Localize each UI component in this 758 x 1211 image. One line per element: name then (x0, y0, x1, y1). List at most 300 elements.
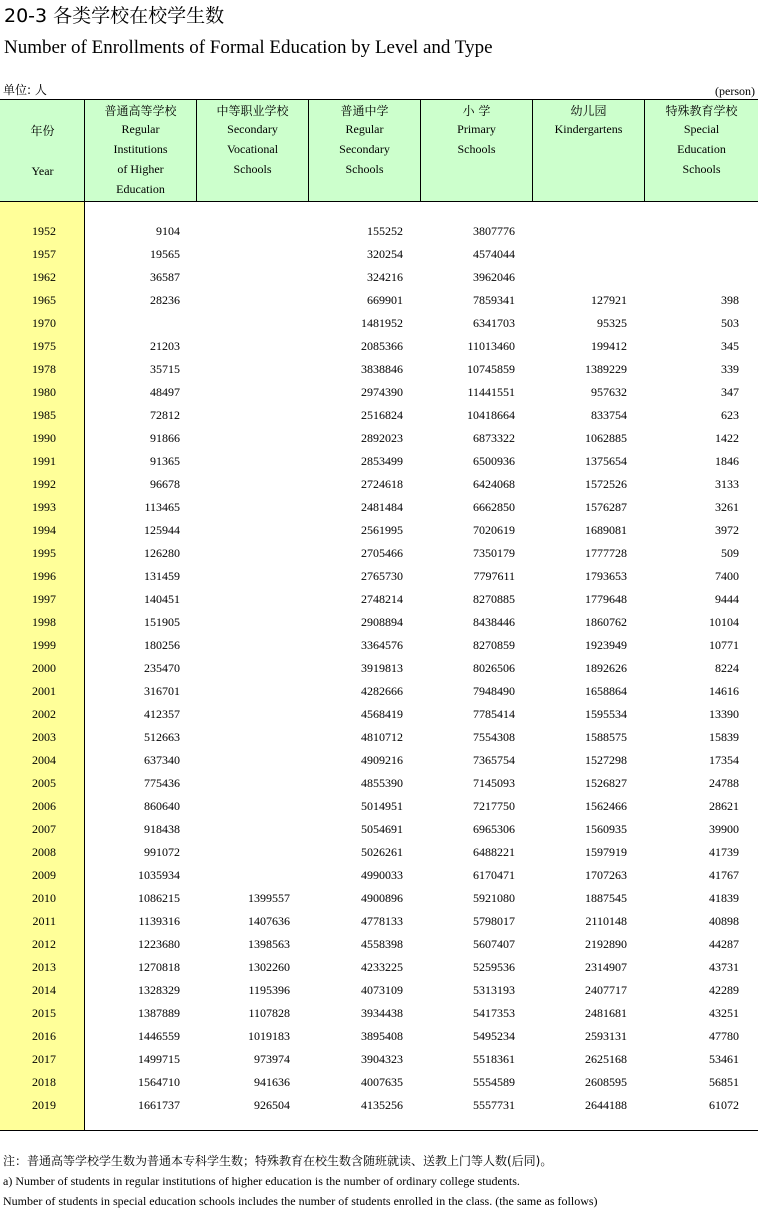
table-row (0, 450, 758, 473)
table-row (0, 1094, 758, 1117)
table-body (0, 220, 758, 1117)
value-cell: 5014951 (361, 799, 403, 813)
column-header-en-line: Regular (121, 122, 160, 136)
value-cell: 3934438 (361, 1006, 403, 1020)
value-cell: 3962046 (473, 270, 515, 284)
value-cell: 7217750 (473, 799, 515, 813)
value-cell: 3807776 (473, 224, 515, 238)
column-header-cn: 幼儿园 (570, 104, 607, 118)
column-header-3 (309, 100, 421, 201)
year-cell: 2006 (32, 799, 56, 813)
value-cell: 5798017 (473, 914, 515, 928)
table-row (0, 818, 758, 841)
value-cell: 155252 (367, 224, 403, 238)
table-row (0, 933, 758, 956)
value-cell: 235470 (144, 661, 180, 675)
value-cell: 775436 (144, 776, 180, 790)
value-cell: 412357 (144, 707, 180, 721)
value-cell: 5557731 (473, 1098, 515, 1112)
value-cell: 345 (721, 339, 739, 353)
value-cell: 7145093 (473, 776, 515, 790)
column-header-en-line: Special (683, 122, 720, 136)
value-cell: 509 (721, 546, 739, 560)
value-cell: 14616 (709, 684, 739, 698)
value-cell: 44287 (709, 937, 739, 951)
table-row (0, 657, 758, 680)
column-header-1 (85, 100, 197, 201)
value-cell: 8224 (715, 661, 739, 675)
value-cell: 5921080 (473, 891, 515, 905)
year-cell: 1999 (32, 638, 56, 652)
column-header-en-line: Schools (233, 162, 272, 176)
table-header (85, 100, 758, 202)
value-cell: 1499715 (138, 1052, 180, 1066)
value-cell: 53461 (709, 1052, 739, 1066)
value-cell: 4568419 (361, 707, 403, 721)
table-title-en: Number of Enrollments of Formal Education by Level and Type (4, 37, 493, 58)
value-cell: 7554308 (473, 730, 515, 744)
value-cell: 1328329 (138, 983, 180, 997)
year-cell: 2011 (32, 914, 56, 928)
unit-label-en: (person) (715, 84, 755, 98)
value-cell: 3904323 (361, 1052, 403, 1066)
column-header-en-line: Secondary (339, 142, 390, 156)
value-cell: 9444 (715, 592, 739, 606)
table-row (0, 956, 758, 979)
table-row (0, 588, 758, 611)
value-cell: 1223680 (138, 937, 180, 951)
table-row (0, 335, 758, 358)
value-cell: 8270885 (473, 592, 515, 606)
column-header-en-line: Primary (457, 122, 496, 136)
value-cell: 1019183 (248, 1029, 290, 1043)
table-row (0, 979, 758, 1002)
value-cell: 56851 (709, 1075, 739, 1089)
year-cell: 1991 (32, 454, 56, 468)
value-cell: 1707263 (585, 868, 627, 882)
column-header-en-line: Schools (682, 162, 721, 176)
column-header-cn: 中等职业学校 (216, 104, 289, 118)
value-cell: 6424068 (473, 477, 515, 491)
unit-label-cn: 单位: 人 (3, 83, 47, 97)
table-row (0, 542, 758, 565)
value-cell: 941636 (254, 1075, 290, 1089)
year-cell: 2000 (32, 661, 56, 675)
column-header-cn: 小 学 (462, 104, 491, 118)
value-cell: 5554589 (473, 1075, 515, 1089)
value-cell: 6965306 (473, 822, 515, 836)
value-cell: 860640 (144, 799, 180, 813)
value-cell: 1689081 (585, 523, 627, 537)
value-cell: 4007635 (361, 1075, 403, 1089)
year-cell: 1952 (32, 224, 56, 238)
table-row (0, 680, 758, 703)
value-cell: 180256 (144, 638, 180, 652)
column-header-en-line: Schools (345, 162, 384, 176)
value-cell: 2481681 (585, 1006, 627, 1020)
column-header-en-line: Education (116, 182, 165, 196)
value-cell: 72812 (150, 408, 180, 422)
value-cell: 7948490 (473, 684, 515, 698)
value-cell: 151905 (144, 615, 180, 629)
year-cell: 2007 (32, 822, 56, 836)
value-cell: 1846 (715, 454, 739, 468)
value-cell: 8438446 (473, 615, 515, 629)
value-cell: 347 (721, 385, 739, 399)
value-cell: 91365 (150, 454, 180, 468)
value-cell: 61072 (709, 1098, 739, 1112)
value-cell: 6341703 (473, 316, 515, 330)
value-cell: 11013460 (467, 339, 515, 353)
year-cell: 2010 (32, 891, 56, 905)
value-cell: 2644188 (585, 1098, 627, 1112)
value-cell: 131459 (144, 569, 180, 583)
value-cell: 637340 (144, 753, 180, 767)
value-cell: 973974 (254, 1052, 290, 1066)
table-row (0, 1071, 758, 1094)
table-row (0, 496, 758, 519)
year-cell: 1970 (32, 316, 56, 330)
value-cell: 2407717 (585, 983, 627, 997)
value-cell: 1572526 (585, 477, 627, 491)
value-cell: 669901 (367, 293, 403, 307)
value-cell: 5259536 (473, 960, 515, 974)
value-cell: 991072 (144, 845, 180, 859)
value-cell: 8026506 (473, 661, 515, 675)
column-header-cn: 普通中学 (340, 104, 389, 118)
table-row (0, 266, 758, 289)
year-cell: 1957 (32, 247, 56, 261)
value-cell: 91866 (150, 431, 180, 445)
value-cell: 1658864 (585, 684, 627, 698)
value-cell: 3133 (715, 477, 739, 491)
year-cell: 1995 (32, 546, 56, 560)
value-cell: 1560935 (585, 822, 627, 836)
value-cell: 1422 (715, 431, 739, 445)
value-cell: 47780 (709, 1029, 739, 1043)
value-cell: 2593131 (585, 1029, 627, 1043)
value-cell: 2908894 (361, 615, 403, 629)
column-header-en-line: Regular (345, 122, 384, 136)
value-cell: 2608595 (585, 1075, 627, 1089)
table-row (0, 243, 758, 266)
year-cell: 1965 (32, 293, 56, 307)
value-cell: 10104 (709, 615, 739, 629)
footnote-en-a: a) Number of students in regular institutions of higher education is the number of ordinary college students. (3, 1174, 520, 1188)
table-row (0, 795, 758, 818)
value-cell: 41767 (709, 868, 739, 882)
column-header-en-line: Institutions (113, 142, 168, 156)
year-cell: 2012 (32, 937, 56, 951)
table-row (0, 634, 758, 657)
value-cell: 4135256 (361, 1098, 403, 1112)
value-cell: 1562466 (585, 799, 627, 813)
value-cell: 1062885 (585, 431, 627, 445)
value-cell: 1887545 (585, 891, 627, 905)
value-cell: 4909216 (361, 753, 403, 767)
value-cell: 126280 (144, 546, 180, 560)
value-cell: 918438 (144, 822, 180, 836)
column-header-5 (533, 100, 645, 201)
value-cell: 1375654 (585, 454, 627, 468)
value-cell: 5518361 (473, 1052, 515, 1066)
column-header-en-line: Vocational (226, 142, 279, 156)
value-cell: 1398563 (248, 937, 290, 951)
value-cell: 6662850 (473, 500, 515, 514)
value-cell: 1387889 (138, 1006, 180, 1020)
value-cell: 4233225 (361, 960, 403, 974)
value-cell: 21203 (150, 339, 180, 353)
footnote-en-b: Number of students in special education schools includes the number of students enrolled in the class. (the same as follows) (3, 1194, 598, 1208)
value-cell: 623 (721, 408, 739, 422)
value-cell: 4574044 (473, 247, 515, 261)
value-cell: 1389229 (585, 362, 627, 376)
value-cell: 1860762 (585, 615, 627, 629)
table-row (0, 381, 758, 404)
value-cell: 3972 (715, 523, 739, 537)
value-cell: 339 (721, 362, 739, 376)
year-cell: 1975 (32, 339, 56, 353)
value-cell: 7797611 (473, 569, 515, 583)
value-cell: 4778133 (361, 914, 403, 928)
value-cell: 127921 (591, 293, 627, 307)
table-row (0, 703, 758, 726)
year-cell: 1992 (32, 477, 56, 491)
value-cell: 1564710 (138, 1075, 180, 1089)
value-cell: 3364576 (361, 638, 403, 652)
value-cell: 316701 (144, 684, 180, 698)
value-cell: 4855390 (361, 776, 403, 790)
value-cell: 17354 (709, 753, 739, 767)
value-cell: 4810712 (361, 730, 403, 744)
value-cell: 512663 (144, 730, 180, 744)
value-cell: 1527298 (585, 753, 627, 767)
table-row (0, 289, 758, 312)
year-cell: 2004 (32, 753, 56, 767)
value-cell: 833754 (591, 408, 627, 422)
value-cell: 5417353 (473, 1006, 515, 1020)
year-cell: 1985 (32, 408, 56, 422)
value-cell: 41739 (709, 845, 739, 859)
value-cell: 4073109 (361, 983, 403, 997)
value-cell: 96678 (150, 477, 180, 491)
value-cell: 140451 (144, 592, 180, 606)
value-cell: 1793653 (585, 569, 627, 583)
table-row (0, 749, 758, 772)
value-cell: 11441551 (467, 385, 515, 399)
year-cell: 2009 (32, 868, 56, 882)
year-cell: 2003 (32, 730, 56, 744)
value-cell: 7350179 (473, 546, 515, 560)
year-header-cn: 年份 (30, 124, 55, 138)
value-cell: 2192890 (585, 937, 627, 951)
value-cell: 1086215 (138, 891, 180, 905)
value-cell: 2085366 (361, 339, 403, 353)
value-cell: 9104 (156, 224, 180, 238)
value-cell: 1576287 (585, 500, 627, 514)
table-row (0, 910, 758, 933)
column-header-en-line: Schools (457, 142, 496, 156)
year-cell: 1978 (32, 362, 56, 376)
value-cell: 1595534 (585, 707, 627, 721)
column-header-2 (197, 100, 309, 201)
value-cell: 1302260 (248, 960, 290, 974)
value-cell: 2853499 (361, 454, 403, 468)
value-cell: 39900 (709, 822, 739, 836)
year-cell: 2008 (32, 845, 56, 859)
column-header-en-line: Kindergartens (554, 122, 623, 136)
value-cell: 3261 (715, 500, 739, 514)
table-row (0, 404, 758, 427)
value-cell: 24788 (709, 776, 739, 790)
value-cell: 957632 (591, 385, 627, 399)
year-cell: 1962 (32, 270, 56, 284)
year-cell: 2017 (32, 1052, 56, 1066)
value-cell: 4558398 (361, 937, 403, 951)
year-header-cell (0, 100, 85, 202)
table-row (0, 312, 758, 335)
column-header-6 (645, 100, 758, 201)
value-cell: 1923949 (585, 638, 627, 652)
value-cell: 1597919 (585, 845, 627, 859)
value-cell: 2625168 (585, 1052, 627, 1066)
year-cell: 2016 (32, 1029, 56, 1043)
table-row (0, 1048, 758, 1071)
table-row (0, 519, 758, 542)
year-cell: 1998 (32, 615, 56, 629)
value-cell: 125944 (144, 523, 180, 537)
value-cell: 1035934 (138, 868, 180, 882)
enrollment-table (0, 99, 758, 1131)
value-cell: 1777728 (585, 546, 627, 560)
value-cell: 3838846 (361, 362, 403, 376)
year-cell: 1994 (32, 523, 56, 537)
value-cell: 28236 (150, 293, 180, 307)
value-cell: 503 (721, 316, 739, 330)
value-cell: 7365754 (473, 753, 515, 767)
value-cell: 2765730 (361, 569, 403, 583)
value-cell: 1139316 (138, 914, 180, 928)
value-cell: 1892626 (585, 661, 627, 675)
value-cell: 4900896 (361, 891, 403, 905)
value-cell: 926504 (254, 1098, 290, 1112)
year-cell: 2014 (32, 983, 56, 997)
table-row (0, 772, 758, 795)
column-header-en-line: of Higher (117, 162, 164, 176)
value-cell: 5054691 (361, 822, 403, 836)
value-cell: 10418664 (467, 408, 515, 422)
table-row (0, 611, 758, 634)
value-cell: 398 (721, 293, 739, 307)
value-cell: 1588575 (585, 730, 627, 744)
value-cell: 3919813 (361, 661, 403, 675)
value-cell: 5026261 (361, 845, 403, 859)
year-cell: 1997 (32, 592, 56, 606)
value-cell: 4282666 (361, 684, 403, 698)
column-header-en-line: Secondary (227, 122, 278, 136)
year-cell: 2015 (32, 1006, 56, 1020)
value-cell: 2481484 (361, 500, 403, 514)
value-cell: 10771 (709, 638, 739, 652)
value-cell: 42289 (709, 983, 739, 997)
table-row (0, 726, 758, 749)
value-cell: 2974390 (361, 385, 403, 399)
table-row (0, 565, 758, 588)
value-cell: 5495234 (473, 1029, 515, 1043)
value-cell: 1446559 (138, 1029, 180, 1043)
value-cell: 324216 (367, 270, 403, 284)
column-header-cn: 特殊教育学校 (665, 104, 738, 118)
year-cell: 1990 (32, 431, 56, 445)
value-cell: 13390 (709, 707, 739, 721)
table-row (0, 473, 758, 496)
table-title-cn: 20-3 各类学校在校学生数 (4, 5, 225, 27)
value-cell: 43731 (709, 960, 739, 974)
column-header-cn: 普通高等学校 (104, 104, 177, 118)
value-cell: 3895408 (361, 1029, 403, 1043)
year-cell: 2018 (32, 1075, 56, 1089)
table-row (0, 841, 758, 864)
footnote-cn: 注：普通高等学校学生数为普通本专科学生数；特殊教育在校生数含随班就读、送教上门等人数(后同)。 (3, 1154, 553, 1168)
value-cell: 2748214 (361, 592, 403, 606)
year-cell: 2019 (32, 1098, 56, 1112)
year-cell: 2005 (32, 776, 56, 790)
value-cell: 5313193 (473, 983, 515, 997)
value-cell: 1661737 (138, 1098, 180, 1112)
value-cell: 113465 (144, 500, 180, 514)
value-cell: 15839 (709, 730, 739, 744)
value-cell: 10745859 (467, 362, 515, 376)
value-cell: 7020619 (473, 523, 515, 537)
value-cell: 4990033 (361, 868, 403, 882)
value-cell: 320254 (367, 247, 403, 261)
value-cell: 48497 (150, 385, 180, 399)
table-row (0, 1002, 758, 1025)
value-cell: 2110148 (585, 914, 627, 928)
column-header-en-line: Education (677, 142, 726, 156)
value-cell: 40898 (709, 914, 739, 928)
value-cell: 36587 (150, 270, 180, 284)
value-cell: 1270818 (138, 960, 180, 974)
value-cell: 6873322 (473, 431, 515, 445)
value-cell: 2705466 (361, 546, 403, 560)
table-row (0, 358, 758, 381)
value-cell: 1399557 (248, 891, 290, 905)
value-cell: 2561995 (361, 523, 403, 537)
value-cell: 95325 (597, 316, 627, 330)
value-cell: 199412 (591, 339, 627, 353)
year-cell: 2002 (32, 707, 56, 721)
value-cell: 7859341 (473, 293, 515, 307)
value-cell: 7785414 (473, 707, 515, 721)
year-cell: 1993 (32, 500, 56, 514)
value-cell: 7400 (715, 569, 739, 583)
value-cell: 41839 (709, 891, 739, 905)
value-cell: 1481952 (361, 316, 403, 330)
value-cell: 2314907 (585, 960, 627, 974)
year-header-en: Year (31, 164, 54, 178)
value-cell: 35715 (150, 362, 180, 376)
value-cell: 2892023 (361, 431, 403, 445)
value-cell: 6170471 (473, 868, 515, 882)
value-cell: 28621 (709, 799, 739, 813)
column-header-4 (421, 100, 533, 201)
year-cell: 2001 (32, 684, 56, 698)
footnotes (3, 1151, 755, 1211)
table-row (0, 887, 758, 910)
table-row (0, 220, 758, 243)
year-cell: 2013 (32, 960, 56, 974)
